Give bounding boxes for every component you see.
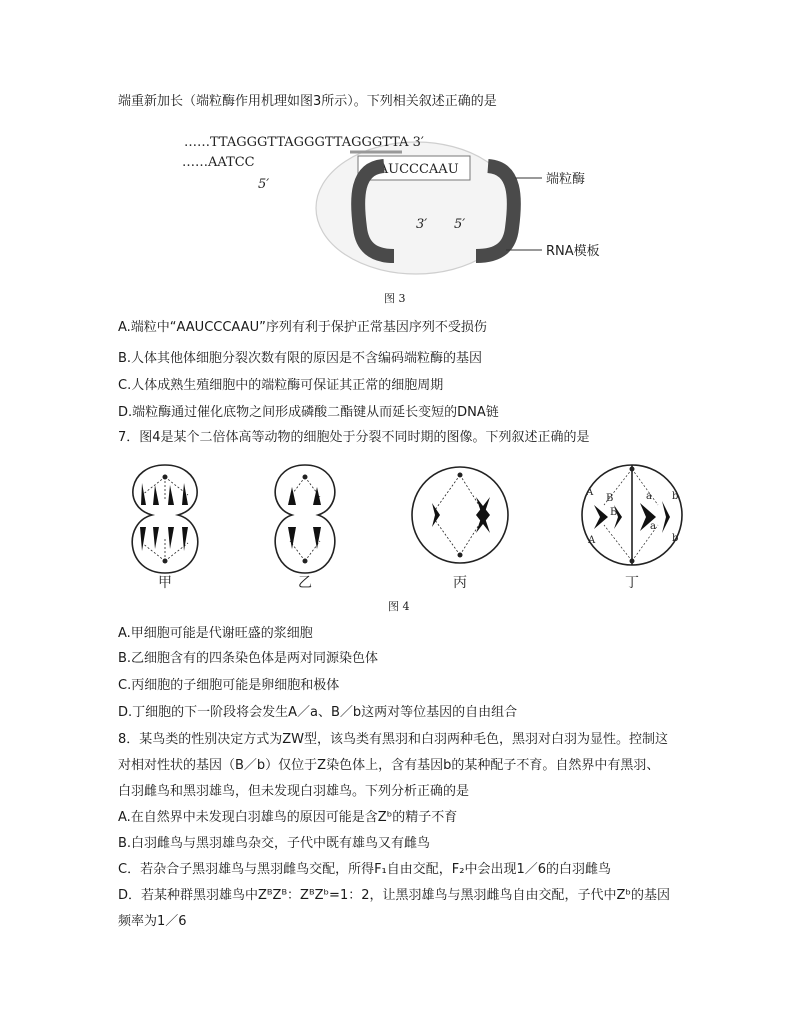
q8-stem-line-2: 对相对性状的基因（B／b）仅位于Z染色体上，含有基因b的某种配子不育。自然界中有黑羽、 (118, 758, 660, 773)
q8-stem-line-3: 白羽雌鸟和黑羽雄鸟，但未发现白羽雄鸟。下列分析正确的是 (118, 784, 470, 799)
figure-4-caption: 图 4 (388, 600, 410, 613)
figure-3-caption: 图 3 (384, 292, 406, 305)
allele-label-5: A (588, 535, 596, 546)
seq-top-text: ……TTAGGGTTAGGGTTAGGGTTA 3′ (184, 135, 424, 150)
q7-option-d: D.丁细胞的下一阶段将会发生A／a、B／b这两对等位基因的自由组合 (118, 705, 518, 720)
label-rna-template: RNA模板 (546, 244, 600, 259)
allele-label-6: a (650, 521, 656, 532)
q8-option-c: C．若杂合子黑羽雄鸟与黑羽雌鸟交配，所得F₁自由交配，F₂中会出现1／6的白羽雌鸟 (118, 862, 611, 877)
q7-option-b: B.乙细胞含有的四条染色体是两对同源染色体 (118, 651, 379, 666)
label-5prime-left: 5′ (258, 177, 270, 192)
allele-label-2: B (606, 493, 614, 504)
q8-option-d: D．若某种群黑羽雄鸟中ZᴮZᴮ：ZᴮZᵇ=1：2，让黑羽雄鸟与黑羽雌鸟自由交配，子代中Zᵇ的基因 (118, 888, 670, 903)
label-3prime: 3′ (416, 217, 428, 232)
cell-yi (275, 465, 335, 573)
q6-option-d: D.端粒酶通过催化底物之间形成磷酸二酯键从而延长变短的DNA链 (118, 405, 499, 420)
label-telomerase: 端粒酶 (546, 172, 586, 187)
allele-label-4: b (672, 491, 679, 502)
allele-label-8: b (672, 533, 679, 544)
q8-stem-line-1: 8．某鸟类的性别决定方式为ZW型，该鸟类有黑羽和白羽两种毛色，黑羽对白羽为显性。控制这 (118, 732, 669, 747)
intro-text: 端重新加长（端粒酶作用机理如图3所示）。下列相关叙述正确的是 (118, 94, 497, 109)
cell-bing (412, 467, 508, 563)
q7-stem: 7．图4是某个二倍体高等动物的细胞处于分裂不同时期的图像。下列叙述正确的是 (118, 430, 590, 445)
q7-option-c: C.丙细胞的子细胞可能是卵细胞和极体 (118, 678, 340, 693)
rna-seq-text: AAUCCCAAU (369, 162, 459, 177)
allele-label-1: A (586, 487, 594, 498)
allele-label-7: B (610, 507, 618, 518)
q7-option-a: A.甲细胞可能是代谢旺盛的浆细胞 (118, 626, 313, 641)
q8-option-d-cont: 频率为1／6 (118, 914, 187, 929)
allele-label-3: a (646, 491, 652, 502)
seq-bottom-text: ……AATCC (182, 155, 255, 170)
cell-label-jia: 甲 (158, 575, 172, 590)
cell-ding (582, 465, 682, 565)
q6-option-c: C.人体成熟生殖细胞中的端粒酶可保证其正常的细胞周期 (118, 378, 444, 393)
q6-option-b: B.人体其他体细胞分裂次数有限的原因是不含编码端粒酶的基因 (118, 351, 483, 366)
label-5prime: 5′ (454, 217, 466, 232)
cell-jia (132, 465, 198, 573)
q8-option-a: A.在自然界中未发现白羽雄鸟的原因可能是含Zᵇ的精子不育 (118, 810, 458, 825)
cell-label-ding: 丁 (625, 575, 639, 590)
cell-label-bing: 丙 (453, 575, 467, 590)
figure-4-cell-division (110, 455, 690, 590)
figure-3-telomerase-diagram (170, 128, 650, 288)
q6-option-a: A.端粒中“AAUCCCAAU”序列有利于保护正常基因序列不受损伤 (118, 320, 487, 335)
cell-label-yi: 乙 (298, 575, 312, 590)
q8-option-b: B.白羽雌鸟与黑羽雄鸟杂交，子代中既有雄鸟又有雌鸟 (118, 836, 431, 851)
